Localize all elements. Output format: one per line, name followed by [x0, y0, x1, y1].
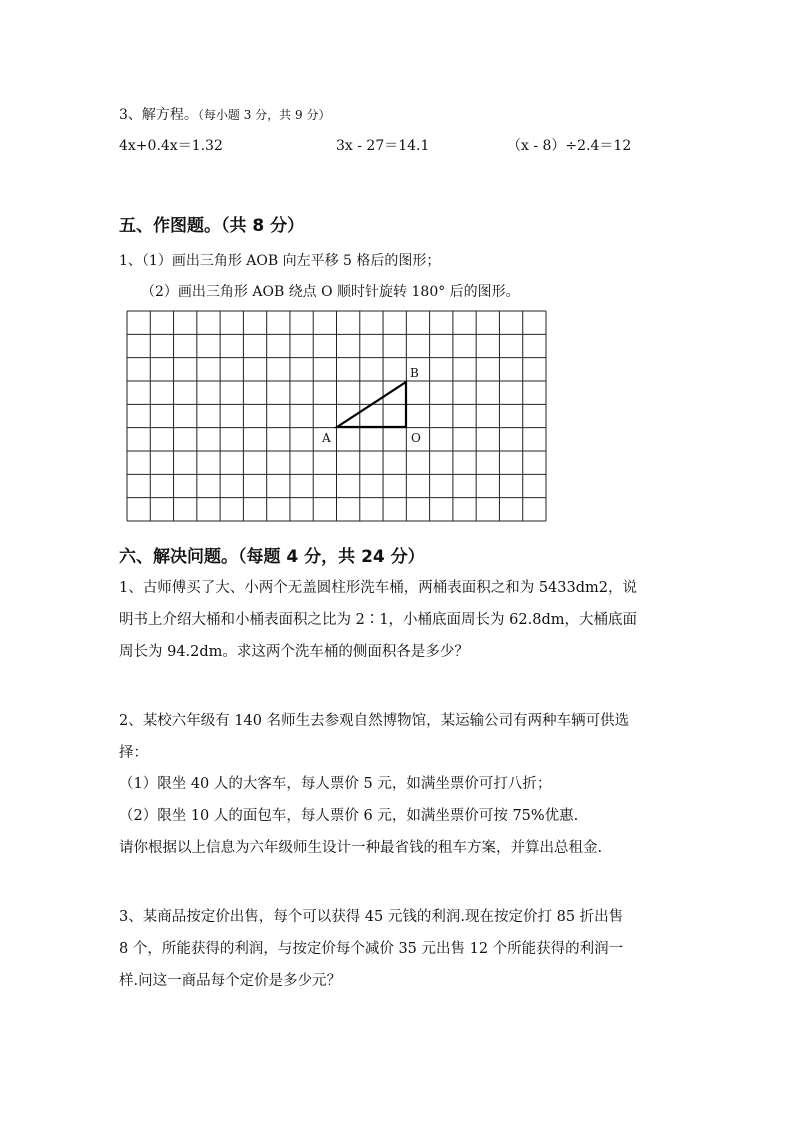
problem-1-line-3: 周长为 94.2dm。求这两个洗车桶的侧面积各是多少？ [119, 644, 469, 660]
equation-3: （x - 8）÷2.4＝12 [507, 138, 632, 154]
problem-1-line-1: 1、古师傅买了大、小两个无盖圆柱形洗车桶，两桶表面积之和为 5433dm2，说 [119, 580, 637, 596]
point-o-label: O [411, 431, 421, 445]
problem-2-line-3: （1）限坐 40 人的大客车，每人票价 5 元，如满坐票价可打八折； [119, 776, 552, 792]
equation-1: 4x+0.4x＝1.32 [119, 138, 223, 154]
point-a-label: A [322, 431, 331, 445]
problem-2-line-2: 择： [119, 745, 148, 761]
equation-2: 3x - 27＝14.1 [336, 138, 430, 154]
problem-3-line-1: 3、某商品按定价出售，每个可以获得 45 元钱的利润.现在按定价打 85 折出售 [119, 909, 624, 925]
section5-q2: （2）画出三角形 AOB 绕点 O 顺时针旋转 180° 后的图形。 [141, 284, 520, 300]
problem-2-line-4: （2）限坐 10 人的面包车，每人票价 6 元，如满坐票价可按 75%优惠. [119, 808, 579, 824]
section5-heading: 五、作图题。（共 8 分） [119, 216, 305, 236]
problem-2-line-1: 2、某校六年级有 140 名师生去参观自然博物馆，某运输公司有两种车辆可供选 [119, 713, 630, 729]
problem-3-line-2: 8 个，所能获得的利润，与按定价每个减价 35 元出售 12 个所能获得的利润一 [119, 941, 624, 957]
section5-q1: 1、（1）画出三角形 AOB 向左平移 5 格后的图形； [119, 253, 441, 269]
problem-1-line-2: 明书上介绍大桶和小桶表面积之比为 2∶1，小桶底面周长为 62.8dm，大桶底面 [119, 612, 637, 628]
section6-heading: 六、解决问题。（每题 4 分，共 24 分） [119, 547, 425, 567]
problem-3-line-3: 样.问这一商品每个定价是多少元？ [119, 973, 342, 989]
point-b-label: B [410, 366, 419, 380]
square-grid [127, 311, 546, 521]
section3-title: 3、解方程。 [119, 107, 198, 123]
problem-2-line-5: 请你根据以上信息为六年级师生设计一种最省钱的租车方案，并算出总租金. [119, 840, 603, 856]
section3-note: （每小题 3 分，共 9 分） [197, 108, 331, 122]
